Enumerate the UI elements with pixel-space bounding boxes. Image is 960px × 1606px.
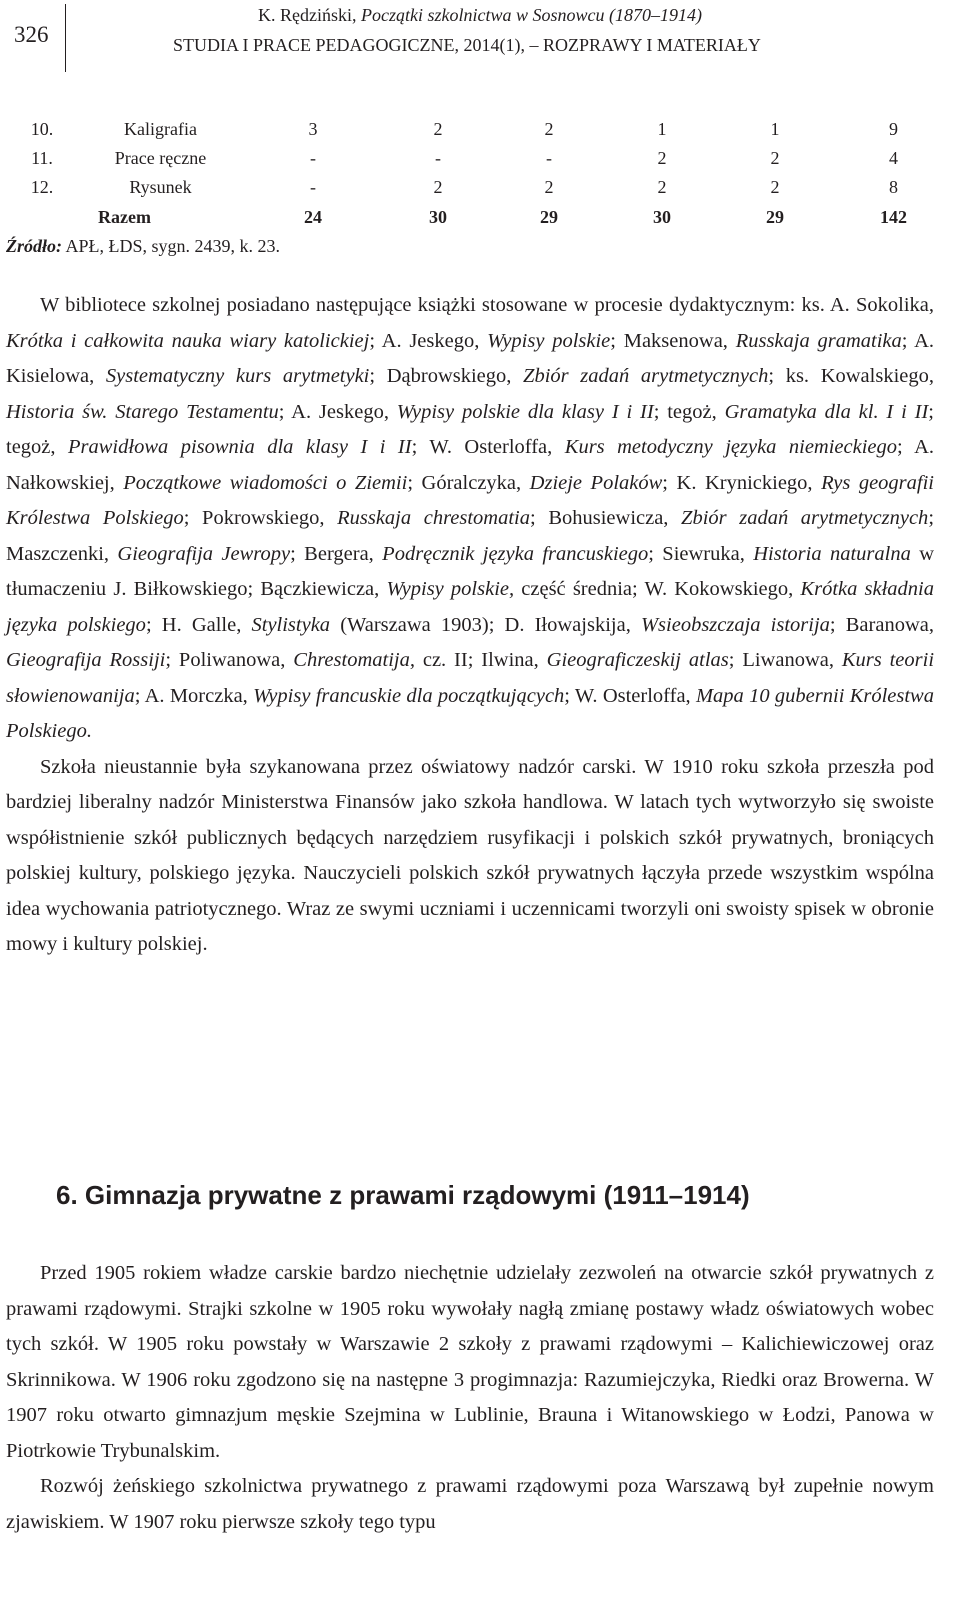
table-cell: - xyxy=(310,177,316,197)
text-run: ; tegoż, xyxy=(6,400,934,458)
table-row xyxy=(6,173,956,202)
book-title: Prawidłowa pisownia dla klasy I i II xyxy=(68,436,412,458)
text-run: ; Poliwanowa, xyxy=(165,649,294,671)
text-run: w tłumaczeniu J. Biłkowskiego; Bączkiewicza, xyxy=(6,542,934,600)
book-title: Chrestomatija, xyxy=(293,649,415,671)
table-cell: 30 xyxy=(653,207,671,227)
table-cell: 24 xyxy=(304,207,322,227)
table-cell: Kaligrafia xyxy=(124,119,197,139)
table-cell: Rysunek xyxy=(129,177,192,197)
book-title: Mapa 10 gubernii Królestwa Polskiego. xyxy=(6,684,934,742)
text-run: ; A. Jeskego, xyxy=(369,329,488,352)
book-title: Stylistyka xyxy=(251,613,331,636)
table-cell: 2 xyxy=(433,177,443,197)
text-run: część średnia; W. Kokowskiego, xyxy=(514,578,801,600)
table-cell: 9 xyxy=(889,119,898,139)
table-cell: 142 xyxy=(880,207,907,227)
book-title: Kurs teorii słowienowanija xyxy=(6,649,935,707)
book-title: Gieografija Jewropy xyxy=(117,542,291,565)
header-journal: STUDIA I PRACE PEDAGOGICZNE, 2014(1), – ROZPRAWY I MATERIAŁY xyxy=(173,35,761,55)
book-title: Russkaja gramatika xyxy=(735,329,902,352)
text-run: ; Siewruka, xyxy=(648,542,754,565)
text-run: ; W. Osterloffa, xyxy=(564,684,696,707)
book-title: Systematyczny kurs arytmetyki xyxy=(105,365,370,387)
text-run: ; A. Jeskego, xyxy=(278,400,397,423)
section-heading: 6. Gimnazja prywatne z prawami rządowymi (1911–1914) xyxy=(56,1180,750,1210)
body-text-upper xyxy=(6,288,934,963)
lesson-hours-table xyxy=(6,115,956,233)
text-run: ; Liwanowa, xyxy=(728,649,842,671)
book-title: Kurs metodyczny języka niemieckiego xyxy=(564,436,898,458)
book-title: Rys geografii Królestwa Polskiego xyxy=(6,471,934,529)
table-cell: 30 xyxy=(429,207,447,227)
book-title: Zbiór zadań arytmetycznych xyxy=(523,365,769,387)
running-header xyxy=(0,0,960,76)
text-run: ; ks. Kowalskiego, xyxy=(768,365,934,387)
book-title: Gieografija Rossiji xyxy=(6,649,166,671)
text-run: ; Maksenowa, xyxy=(610,329,736,352)
source-label: Źródło: xyxy=(6,236,62,256)
book-title: Wypisy polskie, xyxy=(386,578,515,600)
book-title: Gieograficzeskij atlas xyxy=(546,649,729,671)
book-title: Podręcznik języka francuskiego xyxy=(382,542,649,565)
table-cell: 12. xyxy=(30,177,54,197)
table-cell: 2 xyxy=(544,119,554,139)
body-text-lower xyxy=(6,1256,934,1540)
book-title: Wypisy francuskie dla początkujących xyxy=(253,684,565,707)
text-run: ; A. Nałkowskiej, xyxy=(6,436,934,494)
text-run: ; Góralczyka, xyxy=(407,471,530,494)
table-cell: 1 xyxy=(770,119,780,139)
table-cell: 2 xyxy=(770,177,780,197)
text-run: ; W. Osterloffa, xyxy=(411,436,565,458)
text-run: ; A. Kisielowa, xyxy=(6,329,935,387)
paragraph-private-schools: Przed 1905 rokiem władze carskie bardzo niechętnie udzielały zezwoleń na otwarcie szkół prywatnych z prawami rządowymi. Strajki szkolne w 1905 roku wywołały nagłą zmianę postawy władz oświatowych wobec tych szkół. W 1905 roku powstały w Warszawie 2 szkoły z prawami rządowymi – Kalichiewiczowej oraz Skrinnikowa. W 1906 roku zgodzono się na następne 3 progimnazja: Razumiejczyka, Riedki oraz Browerna. W 1907 roku otwarto gimnazjum męskie Szejmina w Lublinie, Brauna i Witanowskiego w Łodzi, Panowa w Piotrkowie Trybunalskim. xyxy=(6,1262,934,1462)
table-total-row xyxy=(6,202,956,233)
table-cell: Prace ręczne xyxy=(114,148,207,168)
book-title: Wsieobszczaja istorija xyxy=(640,613,830,636)
paragraph-tsarist-oversight: Szkoła nieustannie była szykanowana przez oświatowy nadzór carski. W 1910 roku szkoła przeszła pod bardziej liberalny nadzór Ministerstwa Finansów jako szkoła handlowa. W latach tych wytworzyło się swoiste współistnienie szkół publicznych będących narzędziem rusyfikacji i polskich szkół prywatnych, broniących polskiej kultury, polskiego języka. Nauczycieli polskich szkół prywatnych łączyła przede wszystkim wspólna idea wychowania patriotycznego. Wraz ze swymi uczniami i uczennicami tworzyli oni swoisty spisek w obronie mowy i kultury polskiej. xyxy=(6,755,934,955)
text-run: ; Pokrowskiego, xyxy=(183,507,338,529)
header-citation xyxy=(258,5,702,26)
text-run: ; tegoż, xyxy=(653,400,725,423)
text-run: cz. II; Ilwina, xyxy=(414,649,547,671)
table-cell: 2 xyxy=(770,148,780,168)
header-divider xyxy=(65,4,66,72)
text-run: ; Maszczenki, xyxy=(6,507,935,565)
text-run: ; H. Galle, xyxy=(145,613,252,636)
total-label: Razem xyxy=(98,207,151,227)
text-run: ; A. Morczka, xyxy=(134,684,254,707)
table-row xyxy=(6,115,956,144)
text-run: (Warszawa 1903); D. Iłowajskija, xyxy=(330,613,641,636)
book-title: Zbiór zadań arytmetycznych xyxy=(681,507,929,529)
text-run: ; K. Krynickiego, xyxy=(662,471,822,494)
page-number: 326 xyxy=(14,22,49,47)
book-title: Russkaja chrestomatia xyxy=(337,507,531,529)
text-run: ; Baranowa, xyxy=(829,613,934,636)
header-author: K. Rędziński, xyxy=(258,5,361,25)
table-cell: 29 xyxy=(766,207,784,227)
table-source-note xyxy=(6,236,280,257)
table-cell: 11. xyxy=(31,148,53,168)
paragraph-library-books xyxy=(6,288,934,750)
table-cell: - xyxy=(435,148,441,168)
book-title: Wypisy polskie dla klasy I i II xyxy=(396,400,654,423)
book-title: Wypisy polskie xyxy=(487,329,611,352)
table-cell: 1 xyxy=(657,119,667,139)
table-cell: 2 xyxy=(657,148,667,168)
source-text: APŁ, ŁDS, sygn. 2439, k. 23. xyxy=(62,236,281,256)
text-run: ; Bergera, xyxy=(290,542,383,565)
table-row xyxy=(6,144,956,173)
table-cell: 3 xyxy=(308,119,318,139)
book-title: Historia św. Starego Testamentu xyxy=(6,400,279,423)
book-title: Początkowe wiadomości o Ziemii xyxy=(123,471,408,494)
table-cell: 29 xyxy=(540,207,558,227)
table-cell: 10. xyxy=(30,119,54,139)
table-cell: - xyxy=(310,148,316,168)
table-cell: - xyxy=(546,148,552,168)
table-cell: 2 xyxy=(433,119,443,139)
table-cell: 2 xyxy=(657,177,667,197)
book-title: Krótka składnia języka polskiego xyxy=(6,578,934,636)
header-article-title: Początki szkolnictwa w Sosnowcu (1870–1914) xyxy=(361,5,702,25)
text-run: ; Dąbrowskiego, xyxy=(369,365,524,387)
book-title: Gramatyka dla kl. I i II xyxy=(724,400,929,423)
book-title: Dzieje Polaków xyxy=(529,471,663,494)
table-cell: 8 xyxy=(889,177,898,197)
paragraph-girls-schools: Rozwój żeńskiego szkolnictwa prywatnego z prawami rządowymi poza Warszawą był zupełnie nowym zjawiskiem. W 1907 roku pierwsze szkoły tego typu xyxy=(6,1475,934,1533)
book-title: Historia naturalna xyxy=(753,542,911,565)
table-cell: 2 xyxy=(544,177,554,197)
table-cell: 4 xyxy=(889,148,898,168)
text-run: W bibliotece szkolnej posiadano następujące książki stosowane w procesie dydaktycznym: ks. A. Sokolika, xyxy=(40,294,934,316)
book-title: Krótka i całkowita nauka wiary katolickiej xyxy=(6,329,370,352)
text-run: ; Bohusiewicza, xyxy=(530,507,682,529)
